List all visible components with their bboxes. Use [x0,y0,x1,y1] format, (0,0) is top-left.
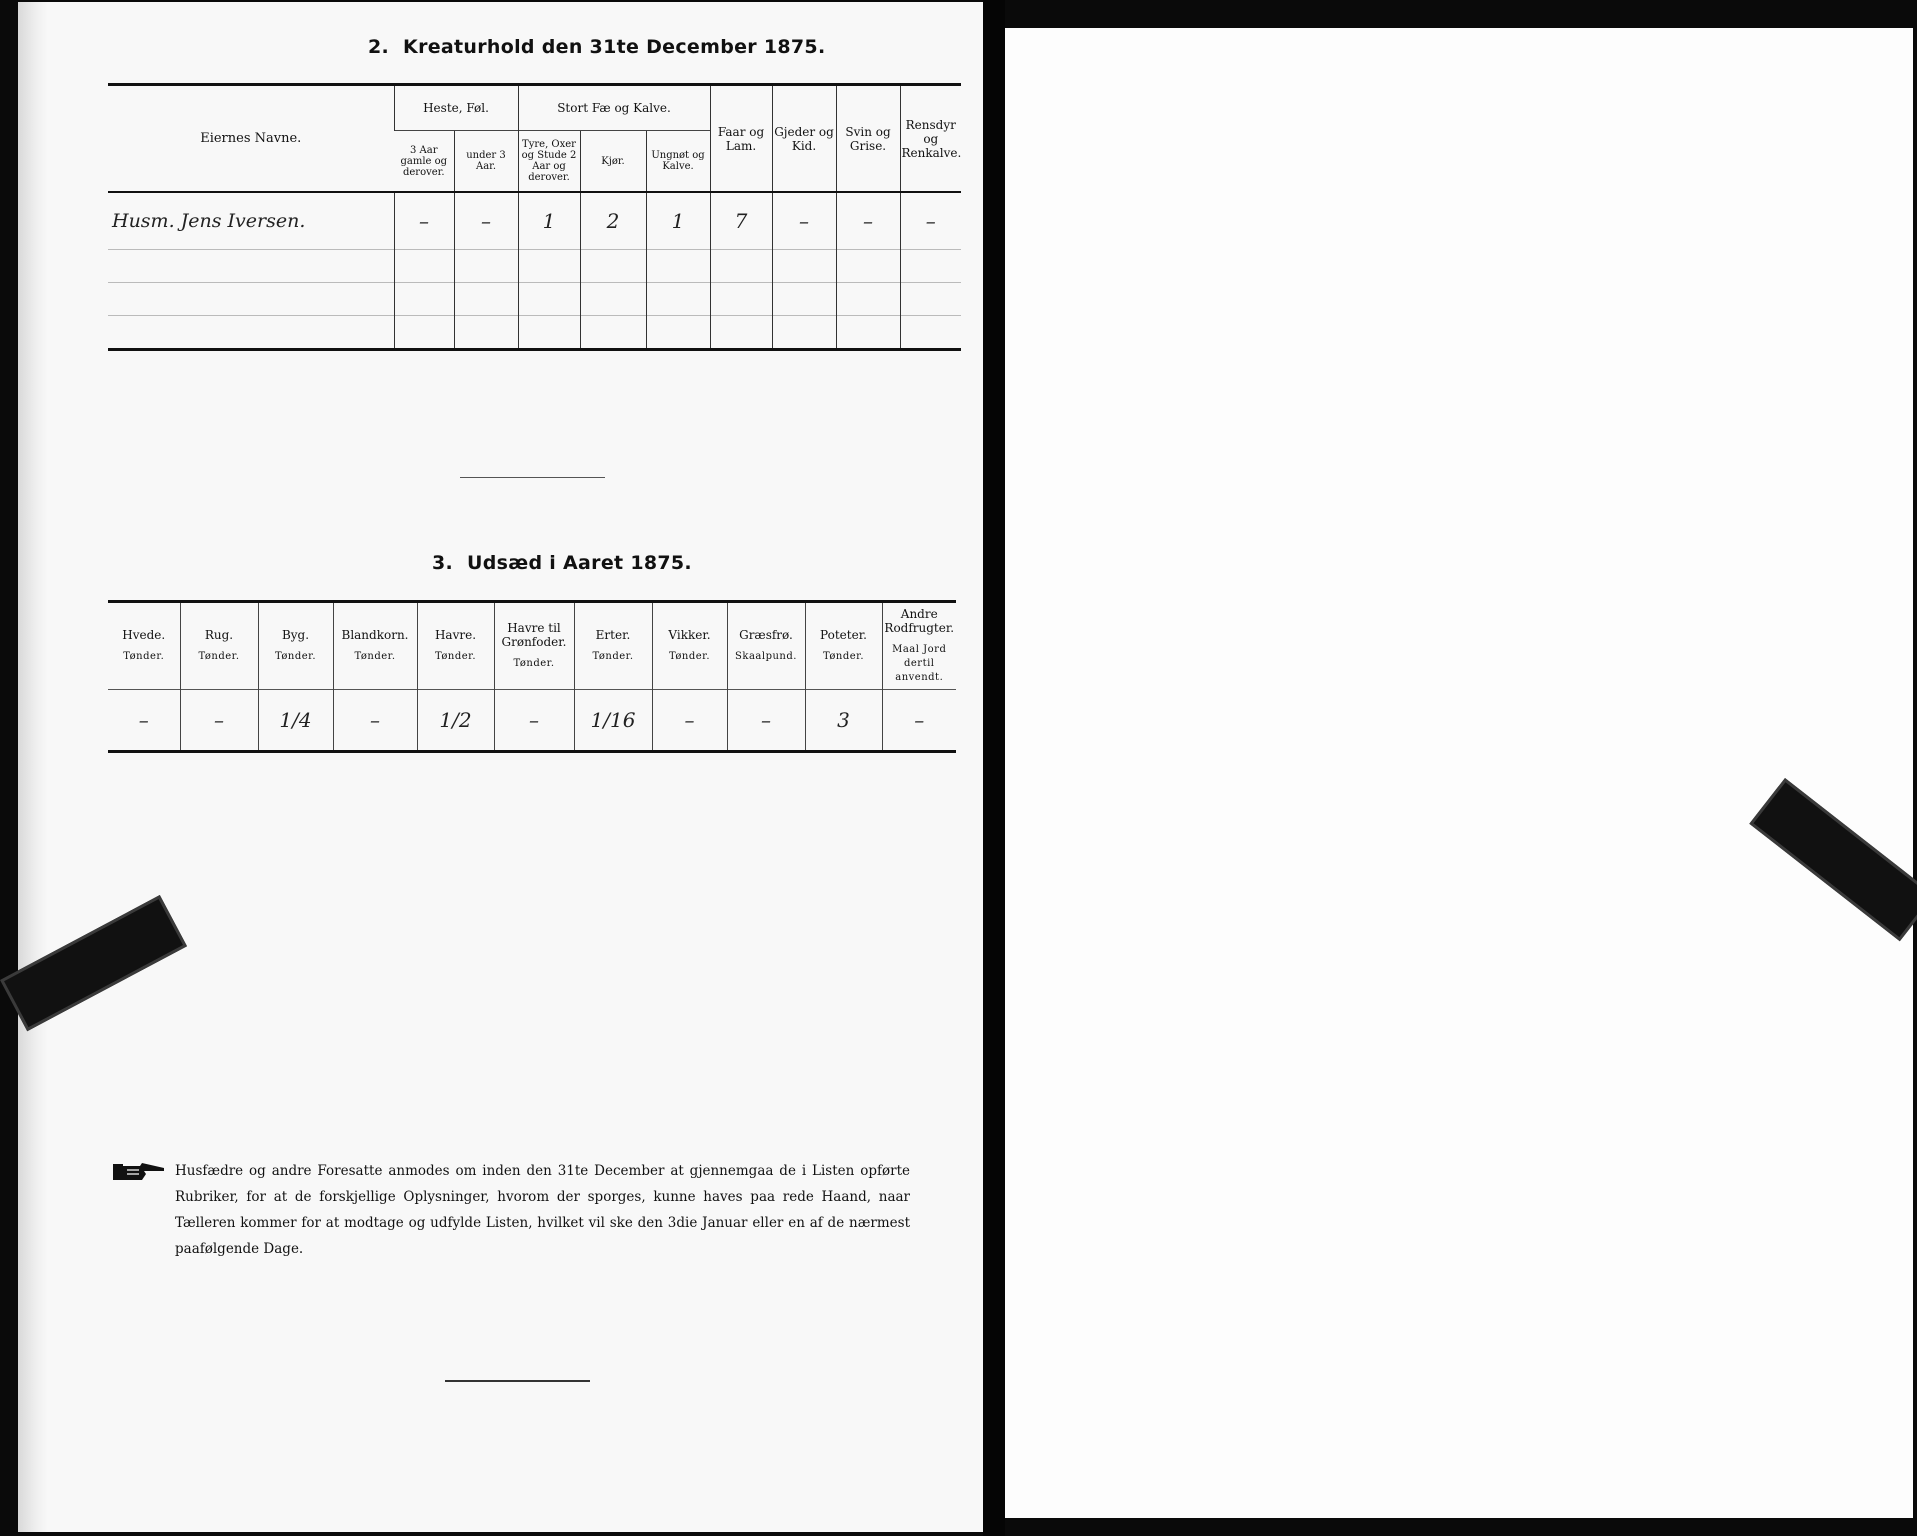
potatoes-label: Poteter. [820,628,867,642]
barley-cell: 1/4 [258,690,333,752]
vetch-header [652,602,727,690]
young-cattle-header: Ungnøt og Kalve. [646,131,710,193]
goats-column-header: Gjeder og Kid. [772,85,836,193]
seed-table [108,600,956,753]
wheat-header [108,602,180,690]
mixed-grain-cell: – [333,690,417,752]
oats-cell: 1/2 [417,690,494,752]
section2-heading [368,36,825,58]
reindeer-cell: – [900,192,961,250]
vetch-unit: Tønder. [668,651,711,662]
wheat-unit: Tønder. [123,651,165,662]
pigs-cell: – [836,192,900,250]
grass-seed-label: Græsfrø. [739,628,793,642]
potatoes-unit: Tønder. [822,651,865,662]
pigs-column-header: Svin og Grise. [836,85,900,193]
barley-unit: Tønder. [274,651,317,662]
table-row [108,690,956,752]
section3-heading [432,552,692,574]
owner-name-cell: Husm. Jens Iversen. [108,192,394,250]
mixed-grain-header [333,602,417,690]
table-row [108,250,961,283]
green-oats-unit: Tønder. [513,658,555,669]
horses-old-header: 3 Aar gamle og derover. [394,131,454,193]
owner-column-header: Eiernes Navne. [200,130,302,146]
section-divider [460,477,605,478]
reindeer-column-header: Rensdyr og Renkalve. [900,85,961,193]
cows-cell: 2 [580,192,646,250]
census-notice: Husfædre og andre Foresatte anmodes om inden den 31te December at gjennemgaa de i Listen opførte Rubriker, for at de forskjellige Oplysninger, hvorom der sporges, kunne haves paa rede Haand, naar Tælleren kommer for at modtage og udfylde Listen, hvilket vil ske den 3die Januar eller en af de nærmest paafølgende Dage. [175,1163,910,1257]
vetch-cell: – [652,690,727,752]
bulls-header: Tyre, Oxer og Stude 2 Aar og derover. [518,131,580,193]
horses-group-header: Heste, Føl. [394,85,518,131]
goats-cell: – [772,192,836,250]
root-crops-unit: Maal Jord dertil anvendt. [892,644,947,683]
section3-number: 3. [432,552,454,574]
grass-seed-header [727,602,805,690]
barley-label: Byg. [281,628,310,642]
potatoes-cell: 3 [805,690,882,752]
pointing-hand-icon [112,1160,166,1184]
root-crops-cell: – [882,690,956,752]
bulls-cell: 1 [518,192,580,250]
rye-label: Rug. [204,628,234,642]
peas-unit: Tønder. [592,651,634,662]
green-oats-header [494,602,574,690]
grass-seed-cell: – [727,690,805,752]
peas-header [574,602,652,690]
rye-header [180,602,258,690]
green-oats-label: Havre til Grønfoder. [501,621,567,649]
root-crops-label: Andre Rodfrugter. [884,607,955,635]
cattle-group-header: Stort Fæ og Kalve. [518,85,710,131]
section2-number: 2. [368,36,390,58]
horses-young-header: under 3 Aar. [454,131,518,193]
end-divider [445,1380,590,1382]
rye-unit: Tønder. [198,651,240,662]
cows-header: Kjør. [580,131,646,193]
vetch-label: Vikker. [668,628,711,642]
section2-title: Kreaturhold den 31te December 1875. [403,36,826,58]
table-row [108,192,961,250]
oats-unit: Tønder. [434,651,477,662]
page-edge [18,2,48,1532]
young-cattle-cell: 1 [646,192,710,250]
peas-label: Erter. [595,628,631,642]
table-row [108,283,961,316]
barley-header [258,602,333,690]
right-page-blank [1005,28,1913,1518]
grass-seed-unit: Skaalpund. [735,651,797,662]
wheat-cell: – [108,690,180,752]
sheep-cell: 7 [710,192,772,250]
oats-label: Havre. [434,628,477,642]
section3-title: Udsæd i Aaret 1875. [467,552,692,574]
sheep-column-header: Faar og Lam. [710,85,772,193]
rye-cell: – [180,690,258,752]
horses-young-cell: – [454,192,518,250]
horses-old-cell: – [394,192,454,250]
oats-header [417,602,494,690]
green-oats-cell: – [494,690,574,752]
livestock-table [108,83,961,351]
book-gutter [983,0,1005,1536]
root-crops-header [882,602,956,690]
mixed-grain-label: Blandkorn. [341,628,409,642]
peas-cell: 1/16 [574,690,652,752]
mixed-grain-unit: Tønder. [354,651,396,662]
potatoes-header [805,602,882,690]
table-row [108,316,961,350]
wheat-label: Hvede. [122,628,166,642]
